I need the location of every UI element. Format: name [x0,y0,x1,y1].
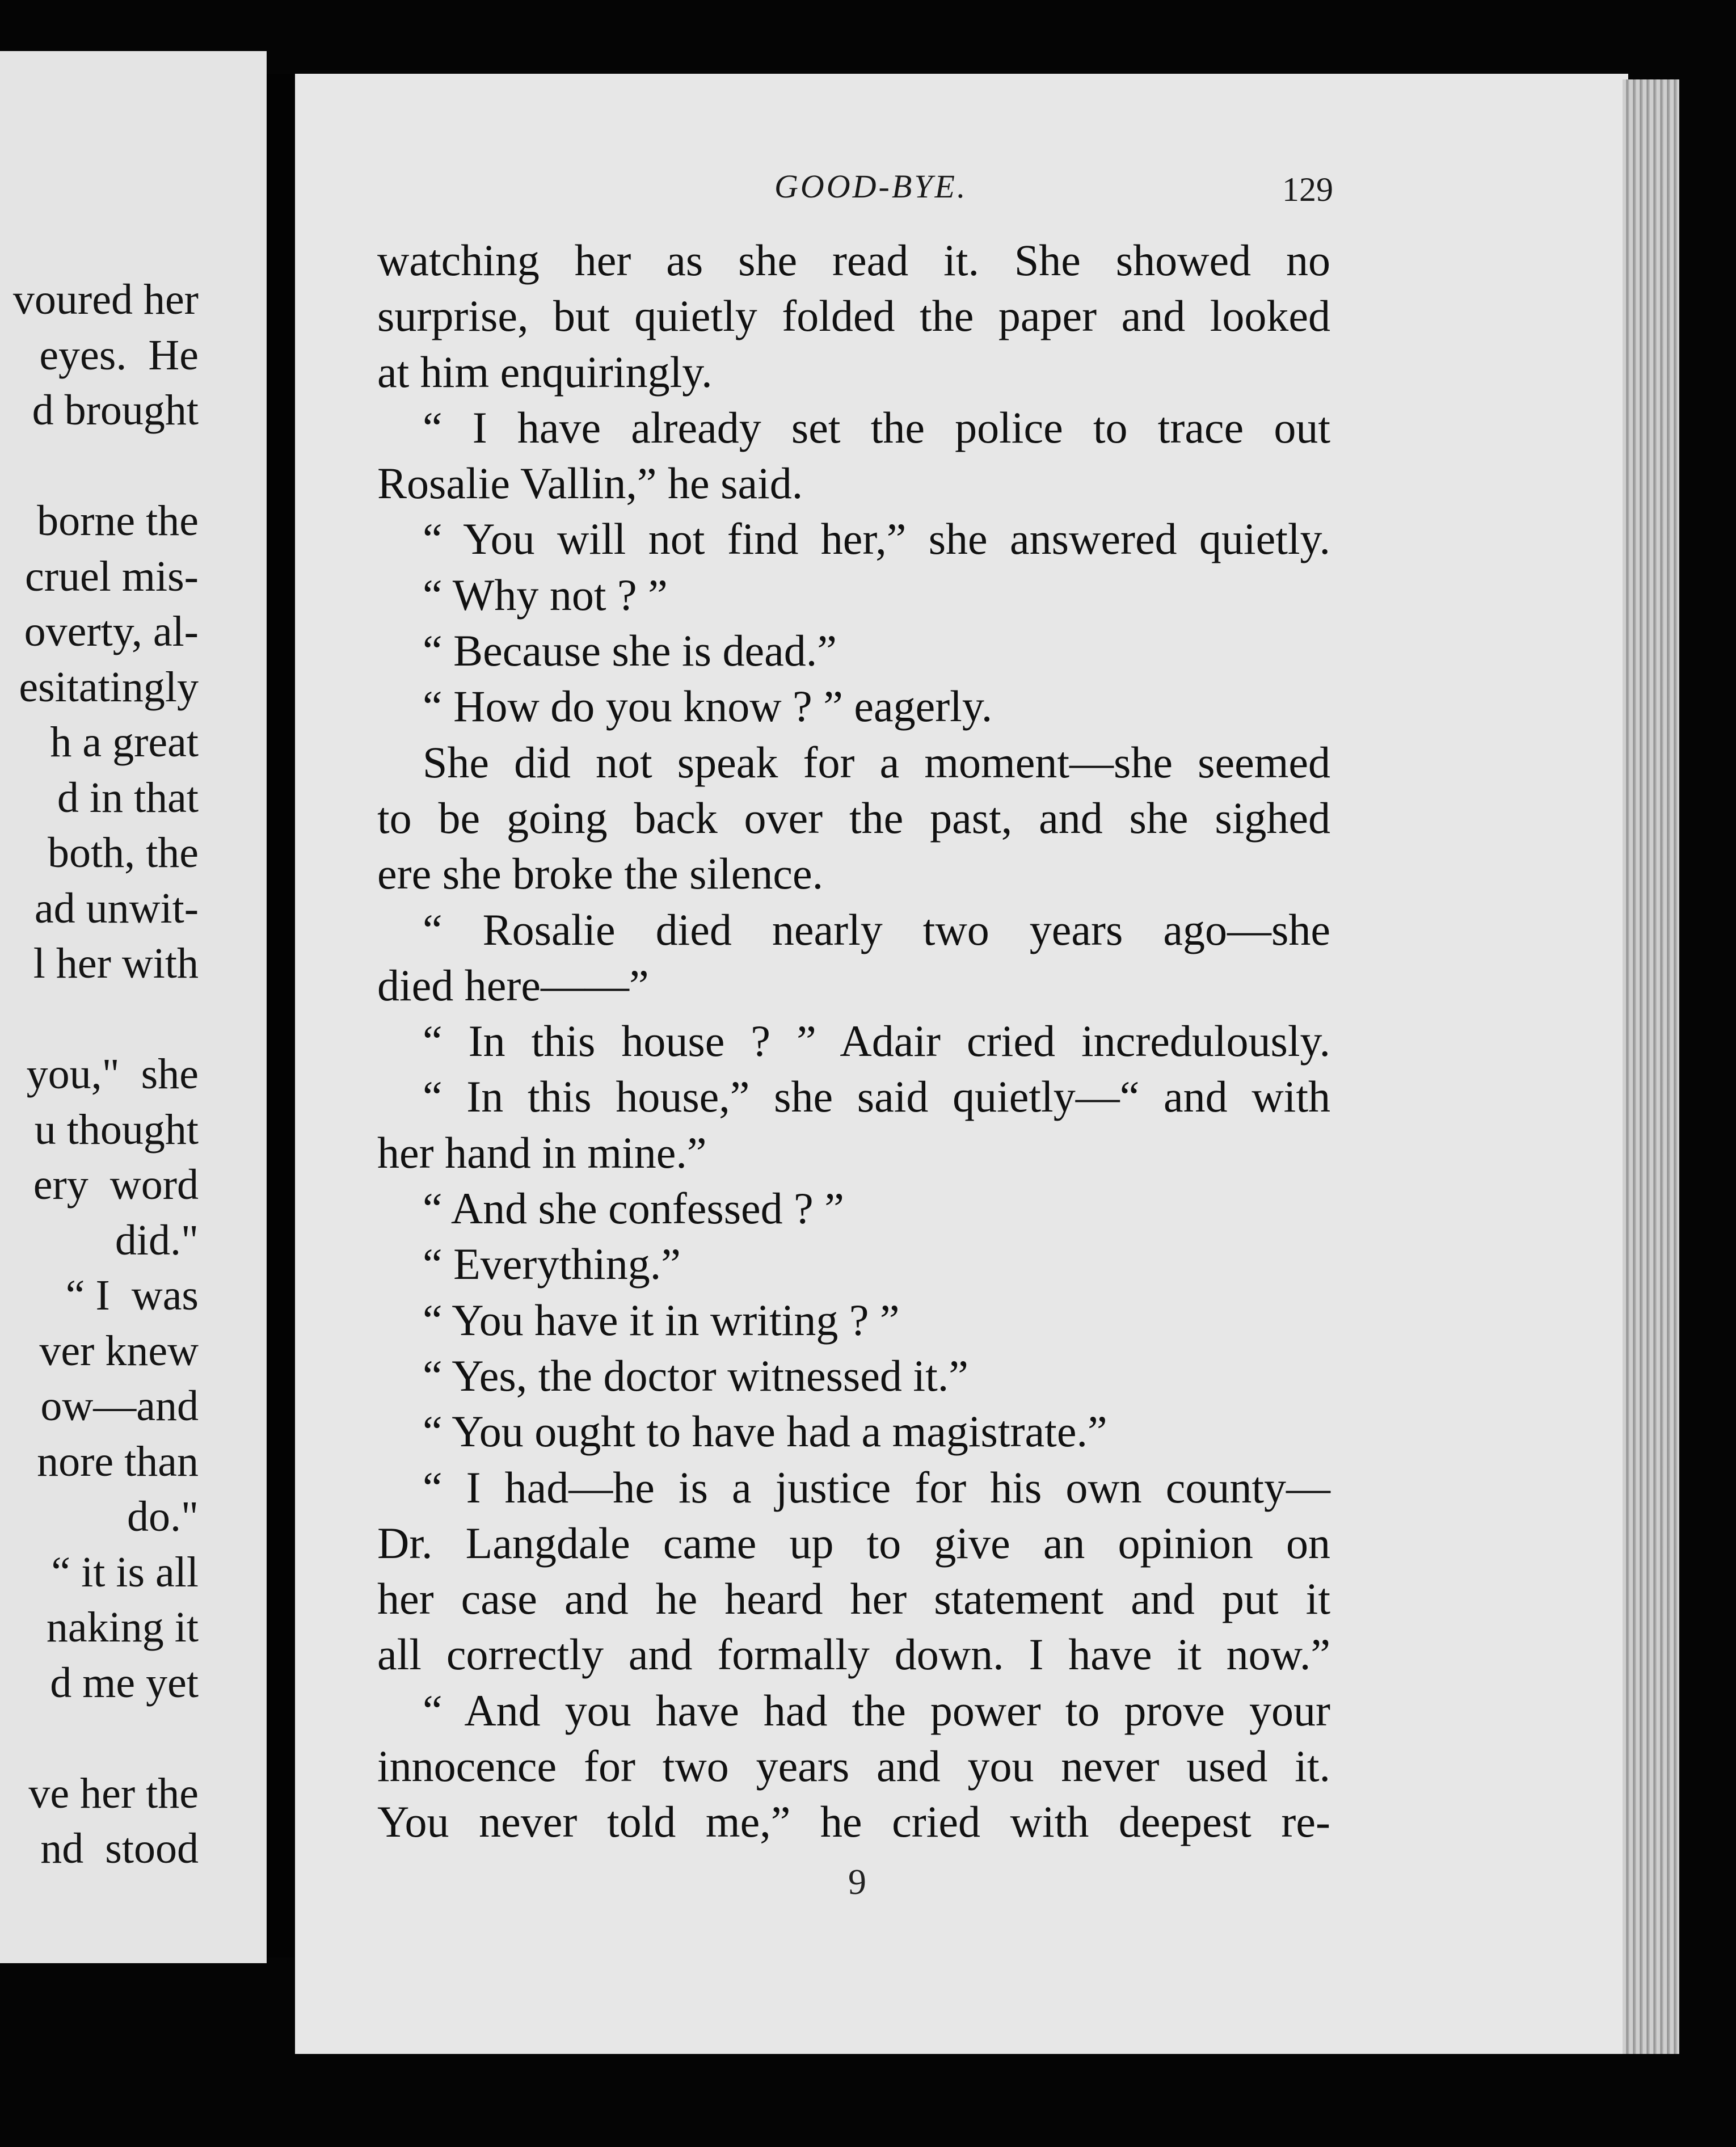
left-text-line [0,439,267,494]
text-line: her hand in mine.” [377,1127,707,1177]
text-line: “ You will not find her,” she answered quietly. [423,514,1330,564]
text-line: “ In this house,” she said quietly—“ and with [423,1072,1330,1122]
left-text-line: borne the [37,497,199,545]
text-line: innocence for two years and you never used it. [377,1741,1330,1791]
left-text-line: eyes. He [39,331,199,379]
text-line: “ Why not ? ” [423,570,668,620]
text-line: “ Because she is dead.” [423,626,837,676]
left-text-line: ow—and [40,1382,199,1430]
signature-mark: 9 [848,1862,866,1902]
left-text-line [0,1711,267,1766]
text-line: her case and he heard her statement and put it [377,1574,1330,1624]
text-line: She did not speak for a moment—she seemed [423,737,1330,787]
left-text-line: ve her the [28,1769,199,1817]
left-text-line: esitatingly [19,663,199,711]
page-header [295,167,1628,218]
text-line: watching her as she read it. She showed no [377,235,1330,285]
text-line: “ I had—he is a justice for his own county— [423,1462,1330,1512]
text-line: “ In this house ? ” Adair cried incredulously. [423,1016,1330,1066]
left-text-line: d brought [32,386,199,434]
left-text-line: ver knew [39,1327,199,1375]
text-line: “ You have it in writing ? ” [423,1295,900,1345]
left-text-line: cruel mis- [24,552,199,600]
left-text-line: “ it is all [51,1548,199,1596]
page-number: 129 [1282,171,1333,208]
left-text-line: both, the [48,829,199,877]
left-text-line: “ I was [65,1272,199,1319]
text-line: at him enquiringly. [377,347,713,397]
left-text-line: ad unwit- [34,884,199,932]
text-line: to be going back over the past, and she sighed [377,793,1330,843]
text-line: Rosalie Vallin,” he said. [377,458,803,508]
text-line: “ Rosalie died nearly two years ago—she [423,904,1330,954]
left-text-line: naking it [46,1603,199,1651]
text-line: surprise, but quietly folded the paper and looked [377,291,1330,341]
left-text-line: d me yet [50,1658,199,1707]
book-gutter [267,74,295,1957]
text-line: “ I have already set the police to trace out [423,402,1330,452]
text-line: “ Everything.” [423,1239,681,1289]
text-line: “ How do you know ? ” eagerly. [423,681,993,731]
text-line: died here——” [377,960,649,1010]
text-line: “ And you have had the power to prove your [423,1685,1330,1735]
left-text-line: voured her [12,276,199,323]
text-line: You never told me,” he cried with deepest re- [377,1797,1330,1847]
left-text-line: did." [115,1216,199,1264]
text-line: Dr. Langdale came up to give an opinion on [377,1518,1330,1568]
left-text-line: do." [127,1493,199,1540]
body-text [377,233,1330,1850]
text-line: ere she broke the silence. [377,849,824,899]
left-text-line: u thought [34,1105,199,1154]
left-text-line: nd stood [40,1825,199,1872]
left-page-text [0,272,267,1877]
left-text-line: nore than [37,1437,199,1485]
text-line: “ And she confessed ? ” [423,1184,844,1234]
left-text-line: overty, al- [24,608,199,655]
page-edges [1623,79,1679,2054]
left-page [0,51,267,1963]
text-line: all correctly and formally down. I have it now.” [377,1630,1330,1679]
text-line: “ You ought to have had a magistrate.” [423,1407,1107,1456]
left-text-line: you," she [26,1050,199,1098]
left-text-line: ery word [33,1161,199,1209]
running-head: GOOD-BYE. [774,168,968,205]
left-text-line: d in that [57,773,199,822]
left-text-line [0,992,267,1047]
left-text-line: h a great [50,718,199,766]
right-page [295,74,1628,2054]
left-text-line: l her with [33,940,199,987]
text-line: “ Yes, the doctor witnessed it.” [423,1350,968,1400]
